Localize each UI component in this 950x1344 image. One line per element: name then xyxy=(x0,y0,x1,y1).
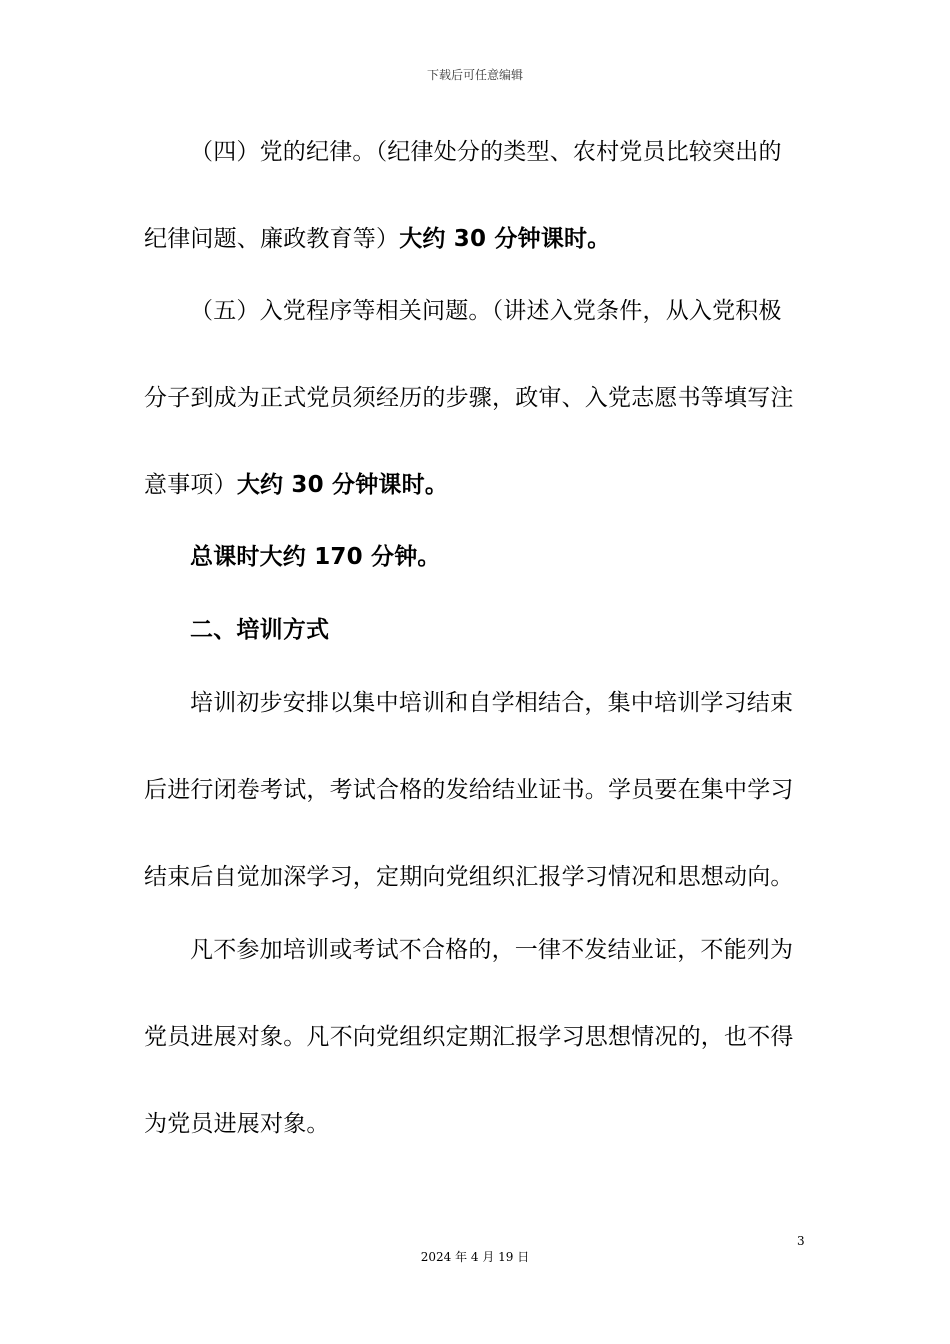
line-text: 培训初步安排以集中培训和自学相结合，集中培训学习结束 xyxy=(190,690,794,716)
paragraph-line xyxy=(190,688,793,718)
paragraph-line xyxy=(190,542,441,572)
section-heading xyxy=(190,615,329,645)
line-bold-text: 大约 30 分钟课时。 xyxy=(236,472,449,498)
paragraph-line xyxy=(144,383,794,413)
page-header: 下载后可任意编辑 xyxy=(426,68,523,82)
paragraph-line xyxy=(144,862,794,892)
line-text: 党员进展对象。凡不向党组织定期汇报学习思想情况的，也不得 xyxy=(144,1024,794,1050)
line-text: 凡不参加培训或考试不合格的，一律不发结业证，不能列为 xyxy=(190,937,794,963)
line-bold-text: 大约 30 分钟课时。 xyxy=(399,226,611,252)
paragraph-line xyxy=(190,935,793,965)
paragraph-line xyxy=(144,1109,330,1139)
line-text: 为党员进展对象。 xyxy=(144,1111,330,1137)
line-bold-text: 总课时大约 170 分钟。 xyxy=(190,544,441,570)
footer-date: 2024 年 4 月 19 日 xyxy=(420,1250,530,1264)
paragraph-line xyxy=(144,775,794,805)
paragraph-line xyxy=(190,296,782,326)
line-text: 分子到成为正式党员须经历的步骤，政审、入党志愿书等填写注 xyxy=(144,385,794,411)
line-text: 结束后自觉加深学习，定期向党组织汇报学习情况和思想动向。 xyxy=(144,864,794,890)
paragraph-line xyxy=(144,470,448,500)
line-text: （四）党的纪律。（纪律处分的类型、农村党员比较突出的 xyxy=(190,139,782,165)
line-text: （五）入党程序等相关问题。（讲述入党条件，从入党积极 xyxy=(190,298,782,324)
paragraph-line xyxy=(190,137,782,167)
paragraph-line xyxy=(144,1022,794,1052)
line-text: 后进行闭卷考试，考试合格的发给结业证书。学员要在集中学习 xyxy=(144,777,794,803)
page-number: 3 xyxy=(797,1234,805,1248)
line-text: 纪律问题、廉政教育等） xyxy=(144,226,400,252)
line-bold-text: 二、培训方式 xyxy=(190,617,330,643)
paragraph-line xyxy=(144,224,610,254)
line-text: 意事项） xyxy=(144,472,237,498)
